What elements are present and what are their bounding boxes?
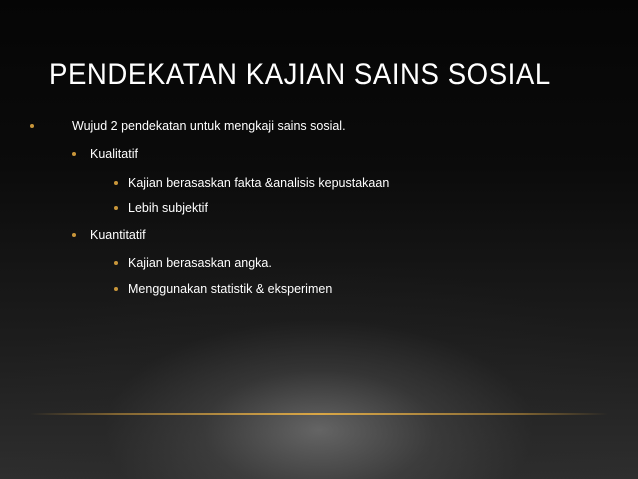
bullet-dot-icon [30,124,34,128]
bullet-dot-icon [114,287,118,291]
slide-title: PENDEKATAN KAJIAN SAINS SOSIAL [49,58,551,91]
bullet-item-level3: Lebih subjektif [128,201,208,215]
footer-divider-line [30,413,608,415]
bullet-dot-icon [114,181,118,185]
bullet-dot-icon [72,233,76,237]
bullet-item-level1: Wujud 2 pendekatan untuk mengkaji sains sosial. [72,119,346,133]
bullet-item-level2: Kuantitatif [90,228,146,242]
bullet-item-level3: Menggunakan statistik & eksperimen [128,282,333,296]
bullet-dot-icon [114,261,118,265]
bullet-item-level3: Kajian berasaskan angka. [128,256,272,270]
bullet-item-level3: Kajian berasaskan fakta &analisis kepustakaan [128,176,390,190]
bullet-dot-icon [114,206,118,210]
bullet-dot-icon [72,152,76,156]
bullet-item-level2: Kualitatif [90,147,138,161]
